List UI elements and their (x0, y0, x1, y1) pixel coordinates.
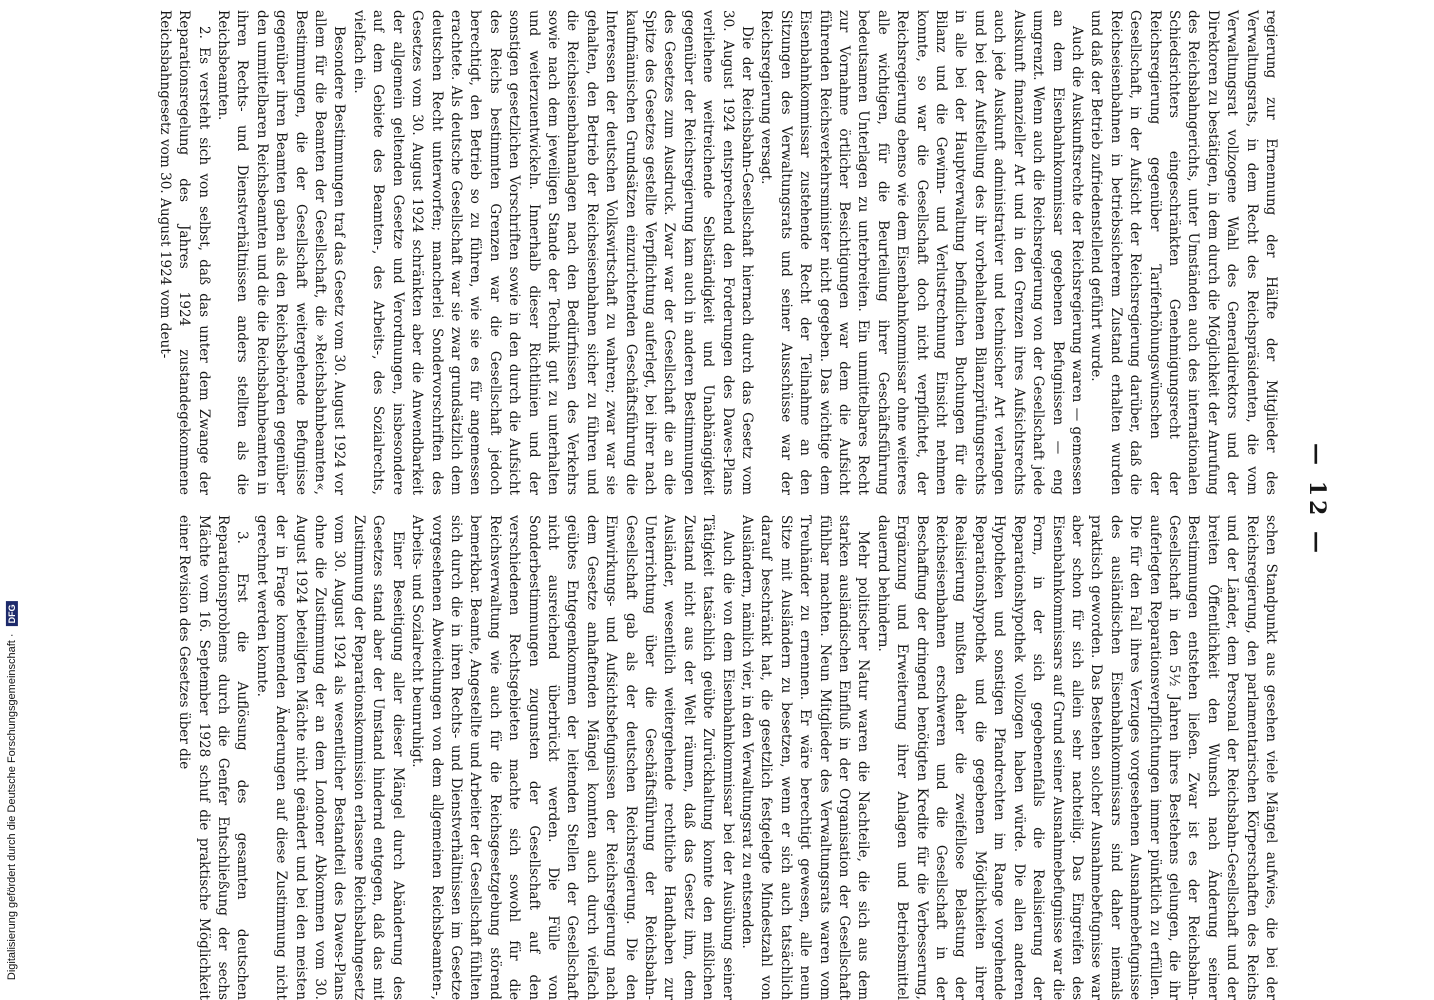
paragraph: regierung zur Ernennung der Hälfte der Mitglieder des Verwaltungsrats, in dem Recht des Reichspräsidenten, die vom Verwaltungsrat vollzogene Wahl des Generaldirektors und der Direktoren zu bestätigen, in dem durch die Möglichkeit der Anrufung des Reichsbahngerichts, unter Umständen auch des internationalen Schiedsrichters eingeschränkten Genehmigungsrecht der Reichsregierung gegenüber Tariferhöhungswünschen der Gesellschaft, in der Aufsicht der Reichsregierung darüber, daß die Reichseisenbahnen in betriebssicherem Zustand erhalten wurden und daß der Betrieb zufriedenstellend geführt wurde. (1088, 10, 1279, 495)
paragraph: schen Standpunkt aus gesehen viele Mängel aufwies, die bei der Reichsregierung, den parlamentarischen Körperschaften des Reichs und der Länder, dem Personal der Reichsbahn-Gesellschaft und der breiten Öffentlichkeit den Wunsch nach Änderung seiner Bestimmungen entstehen ließen. Zwar ist es der Reichsbahn-Gesellschaft in den 5½ Jahren ihres Bestehens gelungen, die ihr auferlegten Reparationsverpflichtungen immer pünktlich zu erfüllen. Die für den Fall ihres Verzuges vorgesehenen Ausnahmebefugnisse des ausländischen Eisenbahnkommissars sind daher niemals praktisch geworden. Das Bestehen solcher Ausnahmebefugnisse war aber schon für sich allein sehr nachteilig. Das Eingreifen des Eisenbahnkommissars auf Grund seiner Ausnahmebefugnisse war die Form, in der sich gegebenenfalls die Realisierung der Reparationshypothek vollzogen haben würde. Die allen anderen Hypotheken und sonstigen Pfandrechten im Range vorgehende Reparationshypothek und die gegebenen Möglichkeiten ihrer Realisierung mußten daher die zweifellose Belastung der Reichseisenbahnen erschweren und die Gesellschaft in der Beschaffung der dringend benötigten Kredite für die Verbesserung, Ergänzung und Erweiterung ihrer Anlagen und Betriebsmittel dauernd behindern. (874, 515, 1279, 1000)
text-column-left (156, 10, 1280, 495)
paragraph: Besondere Bestimmungen traf das Gesetz vom 30. August 1924 vor allem für die Beamten der Gesellschaft, die »Reichsbahnbeamten«, Bestimmungen, die der Gesellschaft weitergehende Befugnisse gegenüber ihren Beamten gaben als den Reichsbehörden gegenüber den unmittelbaren Reichsbeamten und die die Reichsbahnbeamten in ihren Rechts- und Dienstverhältnissen anders stellten als die Reichsbeamten. (215, 10, 348, 495)
page-number: — 12 — (1304, 443, 1330, 557)
document-page (150, 0, 1330, 1000)
footer-text: Digitalisierung gefördert durch die Deutsche Forschungsgemeinschaft (5, 640, 18, 980)
text-column-right (176, 515, 1280, 1000)
paragraph: 2. Es versteht sich von selbst, daß das unter dem Zwange der Reparationsregelung des Jahres 1924 zustandegekommene Reichsbahngesetz vom 30. August 1924 vom deut- (156, 10, 212, 495)
paragraph: 3. Erst die Auflösung des gesamten deutschen Reparationsproblems durch die Genfer Entschließung der sechs Mächte vom 16. September 1928 schuf die praktische Möglichkeit einer Revision des Gesetzes über die (176, 515, 251, 1000)
digitization-footer (0, 0, 22, 1000)
paragraph: Die der Reichsbahn-Gesellschaft hiernach durch das Gesetz vom 30. August 1924 entsprechend den Forderungen des Dawes-Plans verliehene weitreichende Selbständigkeit und Unabhängigkeit gegenüber der Reichsregierung kam auch in anderen Bestimmungen des Gesetzes zum Ausdruck. Zwar war der Gesellschaft die an die Spitze des Gesetzes gestellte Verpflichtung auferlegt, bei ihrer nach kaufmännischen Grundsätzen einzurichtenden Geschäftsführung die Interessen der deutschen Volkswirtschaft zu wahren; zwar war sie gehalten, den Betrieb der Reichseisenbahnen sicher zu führen und die Reichseisenbahnanlagen nach den Bedürfnissen des Verkehrs sowie nach dem jeweiligen Stande der Technik gut zu unterhalten und weiterzuentwickeln. Innerhalb dieser Richtlinien und der sonstigen gesetzlichen Vorschriften sowie in den durch die Aufsicht des Reichs bestimmten Grenzen war die Gesellschaft jedoch berechtigt, den Betrieb so zu führen, wie sie es für angemessen erachtete. Als deutsche Gesellschaft war sie zwar grundsätzlich dem deutschen Recht unterworfen; mancherlei Sondervorschriften des Gesetzes vom 30. August 1924 schränkten aber die Anwendbarkeit der allgemein geltenden Gesetze und Verordnungen, insbesondere auf dem Gebiete des Beamten-, des Arbeits-, des Sozialrechts, vielfach ein. (350, 10, 756, 495)
paragraph: Auch die von dem Eisenbahnkommissar bei der Ausübung seiner Tätigkeit tatsächlich geübte Zurückhaltung konnte den mißlichen Zustand nicht aus der Welt räumen, daß das Gesetz ihm, dem Ausländer, wesentlich weitergehende rechtliche Handhaben zur Unterrichtung über die Geschäftsführung der Reichsbahn-Gesellschaft gab als der deutschen Reichsregierung. Die den Einwirkungs- und Aufsichtsbefugnissen der Reichsregierung nach dem Gesetze anhaftenden Mängel konnten auch durch vielfach geübtes Entgegenkommen der leitenden Stellen der Gesellschaft nicht ausreichend überbrückt werden. Die Fülle von Sonderbestimmungen zugunsten der Gesellschaft auf den verschiedenen Rechtsgebieten machte sich sowohl für die Reichsverwaltung wie auch für die Reichsgesetzgebung störend bemerkbar. Beamte, Angestellte und Arbeiter der Gesellschaft fühlten sich durch die in ihren Rechts- und Dienstverhältnissen im Gesetze vorgesehenen Abweichungen von dem allgemeinen Reichsbeamten-, Arbeits- und Sozialrecht beunruhigt. (409, 515, 736, 1000)
paragraph: Einer Beseitigung aller dieser Mängel durch Abänderung des Gesetzes stand aber der Umstand hindernd entgegen, daß das mit Zustimmung der Reparationskommission erlassene Reichsbahngesetz vom 30. August 1924 als wesentlicher Bestandteil des Dawes-Plans ohne die Zustimmung der an dem Londoner Abkommen vom 30. August 1924 beteiligten Mächte nicht geändert und bei den meisten der in Frage kommenden Änderungen auf diese Zustimmung nicht gerechnet werden konnte. (253, 515, 406, 1000)
paragraph: Mehr politischer Natur waren die Nachteile, die sich aus dem starken ausländischen Einfluß in der Organisation der Gesellschaft fühlbar machten. Neun Mitglieder des Verwaltungsrats waren vom Treuhänder zu ernennen. Er wäre berechtigt gewesen, alle neun Sitze mit Ausländern zu besetzen, wenn er sich auch tatsächlich darauf beschränkt hat, die gesetzlich festgelegte Mindestzahl von Ausländern, nämlich vier, in den Verwaltungsrat zu entsenden. (739, 515, 872, 1000)
dfg-logo: DFG (6, 601, 18, 626)
footer-caption: Digitalisierung gefördert durch die Deutsche Forschungsgemeinschaft · DFG (6, 0, 18, 980)
paragraph: Auch die Auskunftsrechte der Reichsregierung waren — gemessen an dem Eisenbahnkommissar gegebenen Befugnissen — eng umgrenzt. Wenn auch die Reichsregierung von der Gesellschaft jede Auskunft finanzieller Art und in den Grenzen ihres Aufsichtsrechts auch jede Auskunft administrativer und technischer Art verlangen und bei der Aufstellung des ihr vorbehaltenen Bilanzprüfungsrechts in alle bei der Hauptverwaltung befindlichen Buchungen für die Bilanz und die Gewinn- und Verlustrechnung Einsicht nehmen konnte, so war die Gesellschaft doch nicht verpflichtet, der Reichsregierung ebenso wie dem Eisenbahnkommissar ohne weiteres alle wichtigen, für die Beurteilung ihrer Geschäftsführung bedeutsamen Unterlagen zu unterbreiten. Ein unmittelbares Recht zur Vornahme örtlicher Besichtigungen war dem die Aufsicht führenden Reichsverkehrsminister nicht gegeben. Das wichtige dem Eisenbahnkommissar zustehende Recht der Teilnahme an den Sitzungen des Verwaltungsrats und seiner Ausschüsse war der Reichsregierung versagt. (758, 10, 1085, 495)
